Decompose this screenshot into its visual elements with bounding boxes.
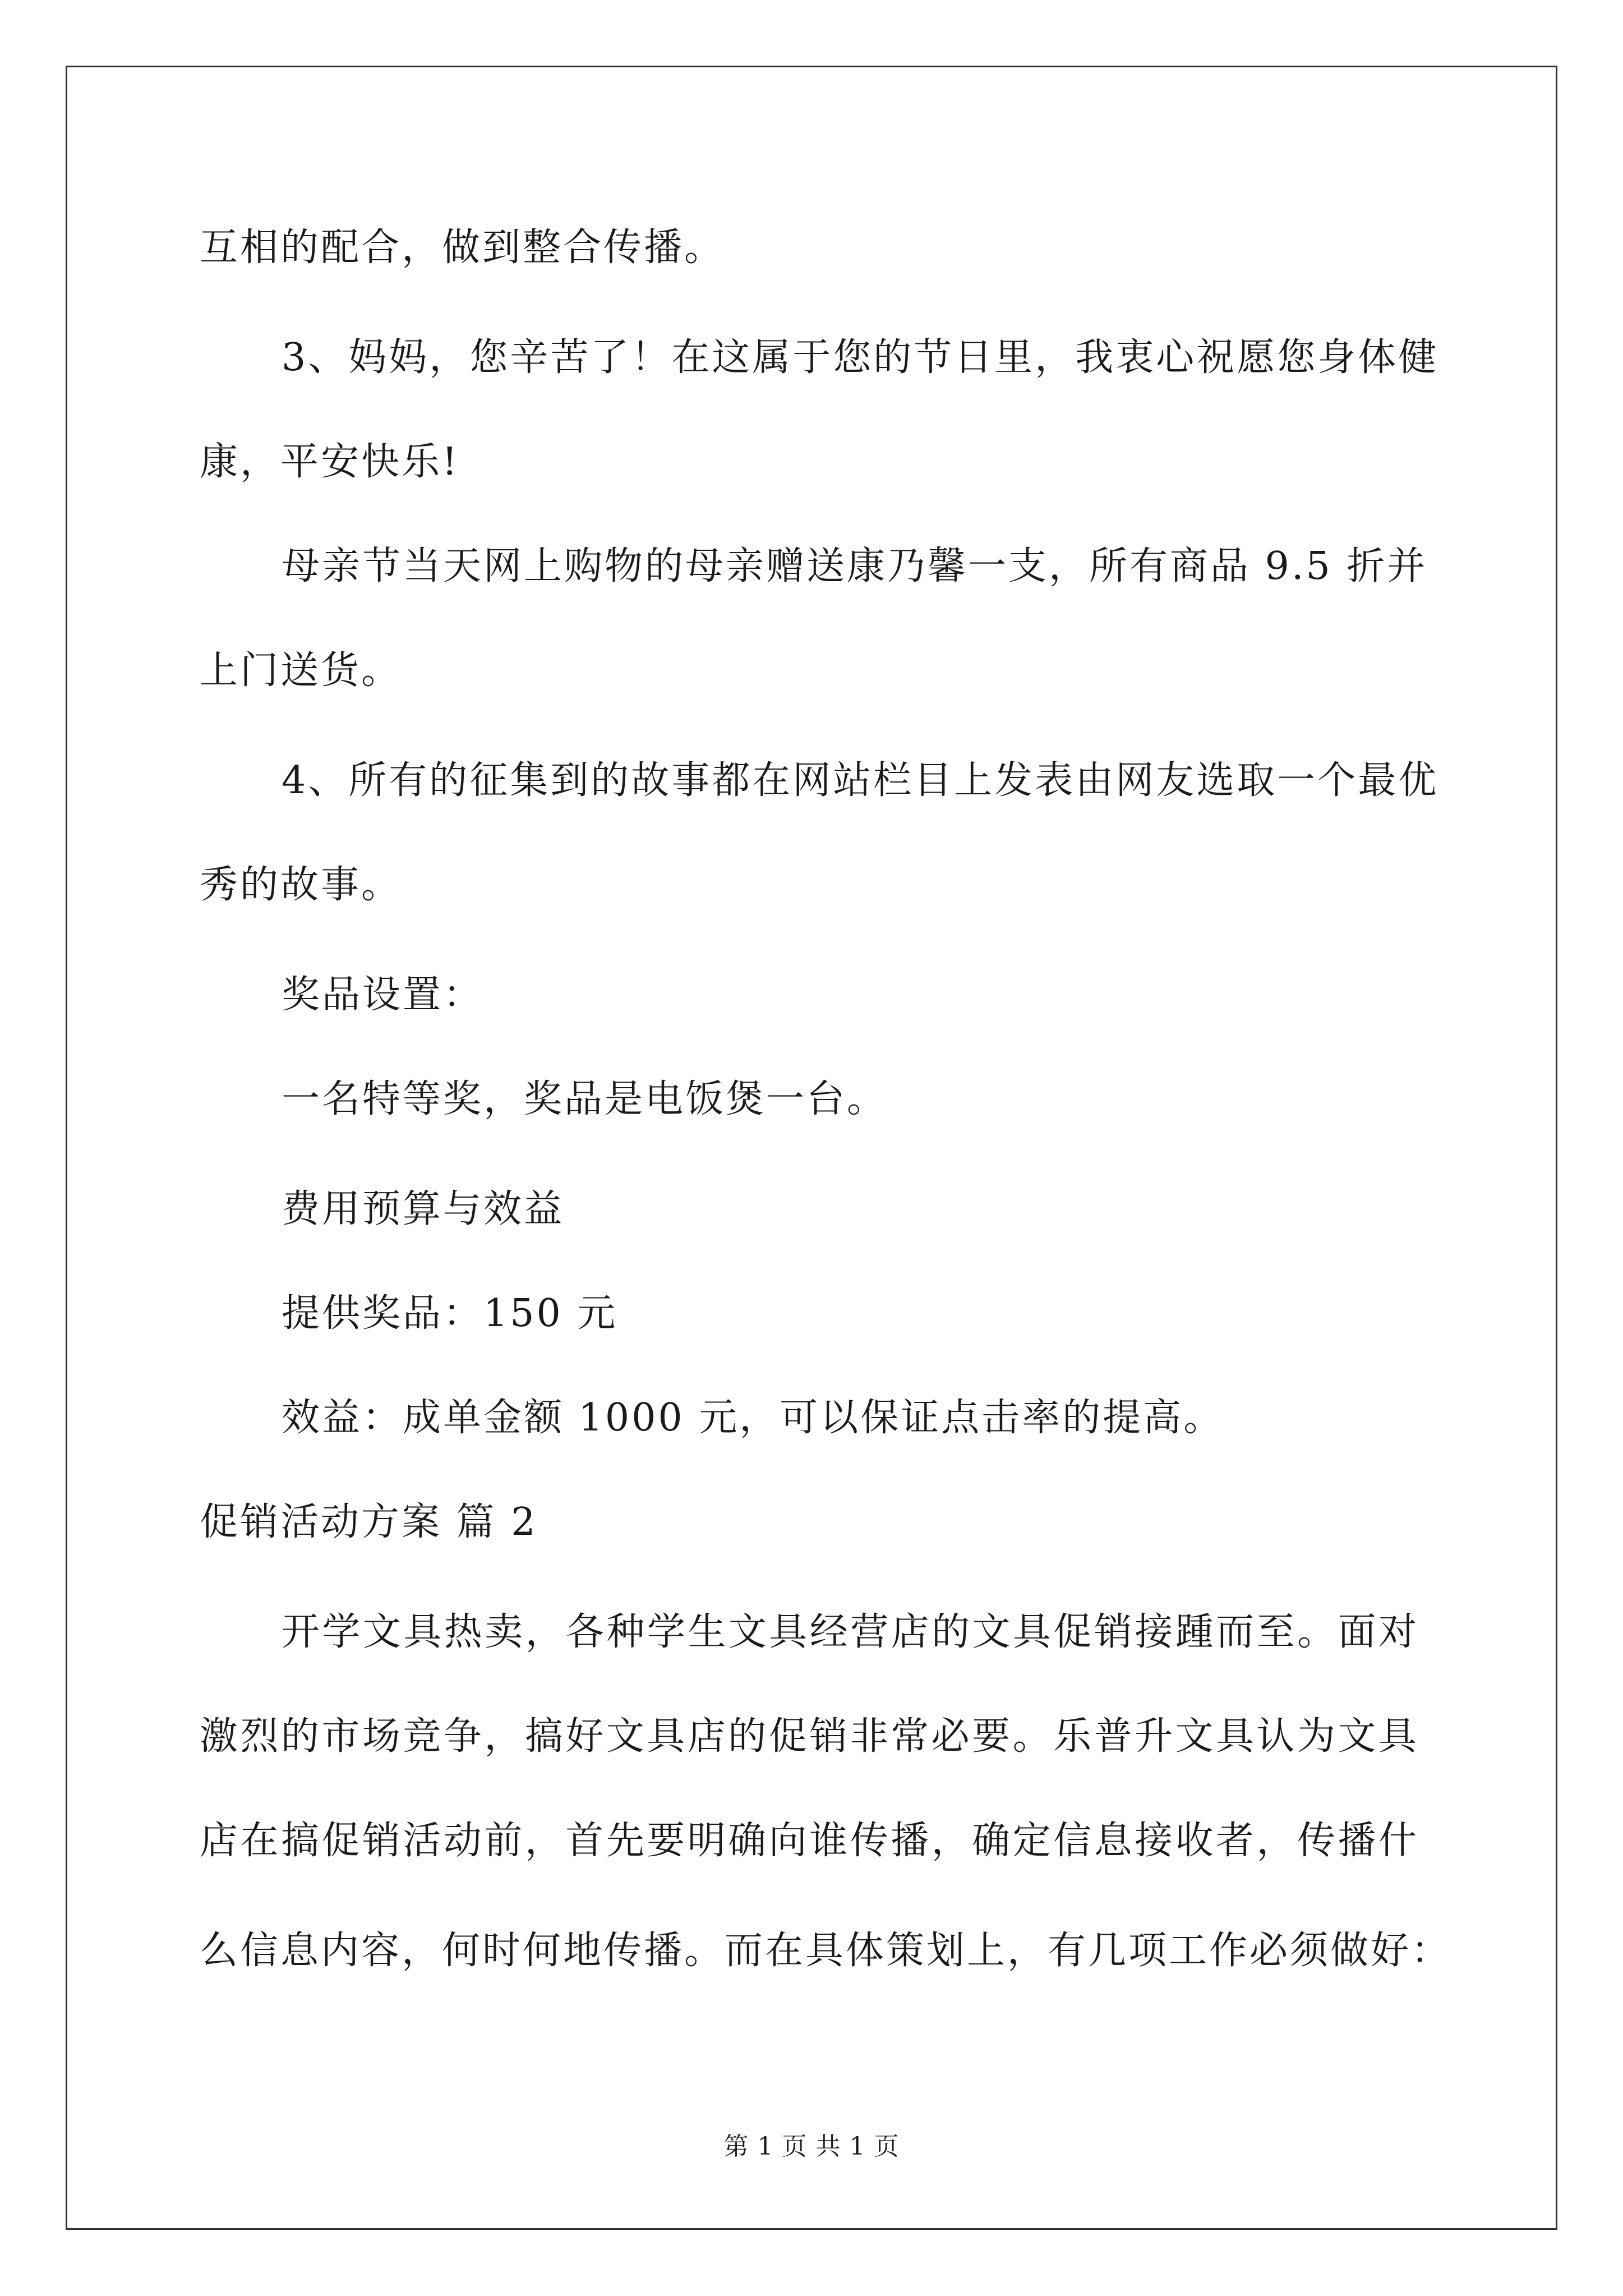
text-line: 互相的配合，做到整合传播。 <box>200 226 725 270</box>
text-line: 么信息内容，何时何地传播。而在具体策划上，有几项工作必须做好： <box>200 1929 1452 1973</box>
text-line: 3、妈妈，您辛苦了！在这属于您的节日里，我衷心祝愿您身体健 <box>282 335 1439 380</box>
text-line: 康，平安快乐! <box>200 440 460 484</box>
text-line: 费用预算与效益 <box>282 1187 565 1231</box>
text-line: 激烈的市场竞争，搞好文具店的促销非常必要。乐普升文具认为文具 <box>200 1714 1419 1759</box>
page-border <box>66 66 1557 2230</box>
text-line: 秀的故事。 <box>200 863 402 907</box>
page-footer: 第 1 页 共 1 页 <box>723 2132 900 2161</box>
section-heading: 促销活动方案 篇 2 <box>200 1500 538 1544</box>
text-line: 奖品设置： <box>282 973 484 1017</box>
text-line: 提供奖品：150 元 <box>282 1291 618 1336</box>
text-line: 一名特等奖，奖品是电饭煲一台。 <box>282 1077 888 1121</box>
text-line: 开学文具热卖，各种学生文具经营店的文具促销接踵而至。面对 <box>282 1610 1419 1654</box>
text-line: 4、所有的征集到的故事都在网站栏目上发表由网友选取一个最优 <box>282 758 1439 803</box>
text-line: 效益：成单金额 1000 元，可以保证点击率的提高。 <box>282 1396 1224 1440</box>
text-line: 母亲节当天网上购物的母亲赠送康乃馨一支，所有商品 9.5 折并 <box>282 544 1428 588</box>
text-line: 店在搞促销活动前，首先要明确向谁传播，确定信息接收者，传播什 <box>200 1819 1419 1863</box>
text-line: 上门送货。 <box>200 648 402 693</box>
